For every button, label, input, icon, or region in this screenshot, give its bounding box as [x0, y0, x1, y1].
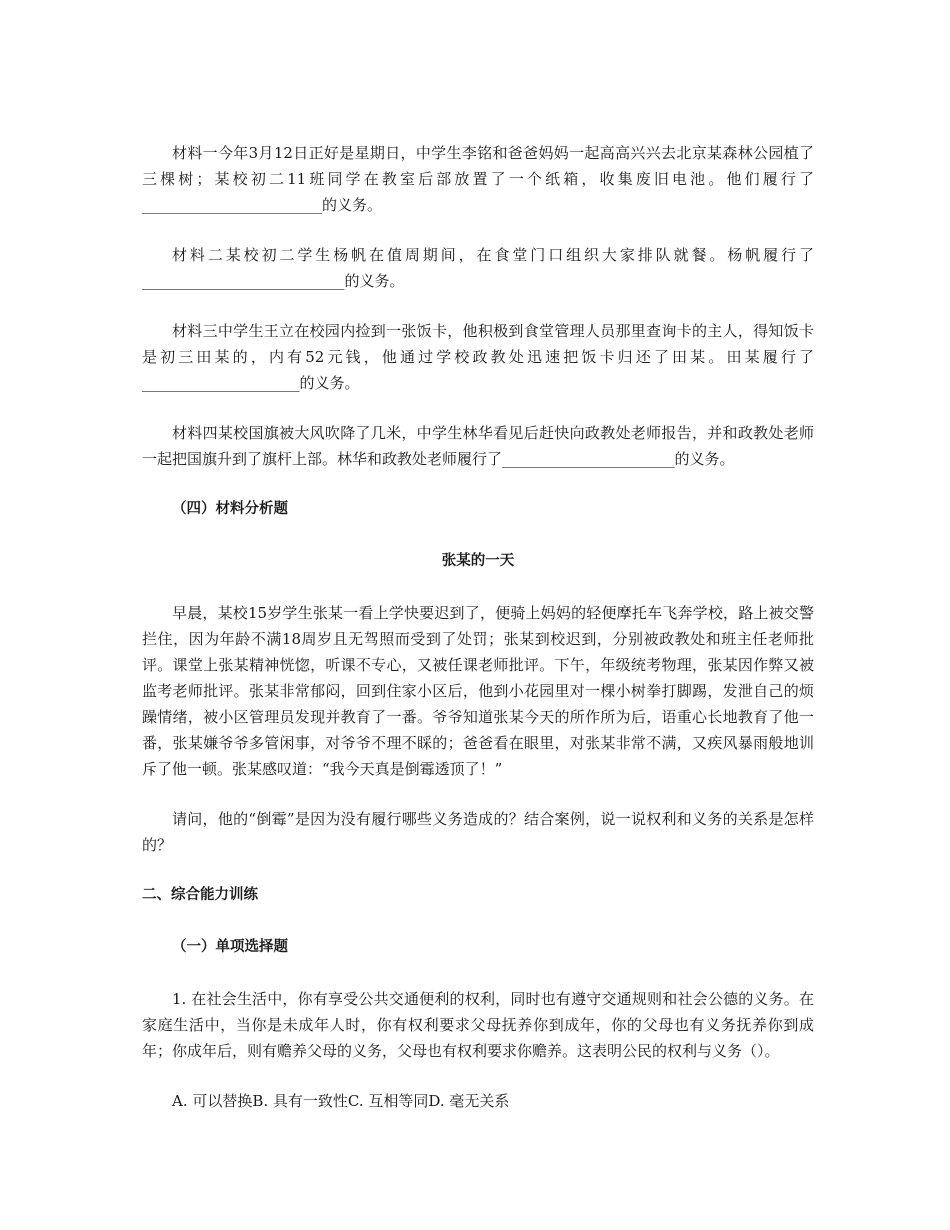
material-1-paragraph: 材料一今年3月12日正好是星期日，中学生李铭和爸爸妈妈一起高高兴兴去北京某森林公园植了三棵树；某校初二11班同学在教室后部放置了一个纸箱，收集废旧电池。他们履行了________________________的义务。 — [142, 144, 814, 214]
question-paragraph: 请问，他的“倒霉”是因为没有履行哪些义务造成的？结合案例，说一说权利和义务的关系是怎样的？ — [142, 810, 814, 854]
part-2-heading: 二、综合能力训练 — [142, 887, 258, 903]
document-body — [142, 140, 814, 1138]
question-1-options: A. 可以替换B. 具有一致性C. 互相等同D. 毫无关系 — [172, 1092, 510, 1110]
question-1-paragraph: 1. 在社会生活中，你有享受公共交通便利的权利，同时也有遵守交通规则和社会公德的义务。在家庭生活中，当你是未成年人时，你有权利要求父母抚养你到成年，你的父母也有义务抚养你到成年；你成年后，则有赡养父母的义务，父母也有权利要求你赡养。这表明公民的权利与义务（）。 — [142, 990, 814, 1060]
story-title: 张某的一天 — [441, 553, 515, 569]
material-4-paragraph: 材料四某校国旗被大风吹降了几米，中学生林华看见后赶快向政教处老师报告，并和政教处老师一起把国旗升到了旗杆上部。林华和政教处老师履行了_______________________的义务。 — [142, 424, 814, 468]
single-choice-heading: （一）单项选择题 — [172, 939, 288, 955]
section-4-heading: （四）材料分析题 — [172, 501, 288, 517]
material-2-paragraph: 材料二某校初二学生杨帆在值周期间，在食堂门口组织大家排队就餐。杨帆履行了___________________________的义务。 — [142, 246, 814, 290]
material-3-paragraph: 材料三中学生王立在校园内捡到一张饭卡，他积极到食堂管理人员那里查询卡的主人，得知饭卡是初三田某的，内有52元钱，他通过学校政教处迅速把饭卡归还了田某。田某履行了_____________________的义务。 — [142, 322, 814, 392]
story-paragraph: 早晨，某校15岁学生张某一看上学快要迟到了，便骑上妈妈的轻便摩托车飞奔学校，路上被交警拦住，因为年龄不满18周岁且无驾照而受到了处罚；张某到校迟到，分别被政教处和班主任老师批评。课堂上张某精神恍惚，听课不专心，又被任课老师批评。下午，年级统考物理，张某因作弊又被监考老师批评。张某非常郁闷，回到住家小区后，他到小花园里对一棵小树拳打脚踢，发泄自己的烦躁情绪，被小区管理员发现并教育了一番。爷爷知道张某今天的所作所为后，语重心长地教育了他一番，张某嫌爷爷多管闲事，对爷爷不理不睬的；爸爸看在眼里，对张某非常不满，又疾风暴雨般地训斥了他一顿。张某感叹道：“我今天真是倒霉透顶了！” — [142, 604, 814, 778]
